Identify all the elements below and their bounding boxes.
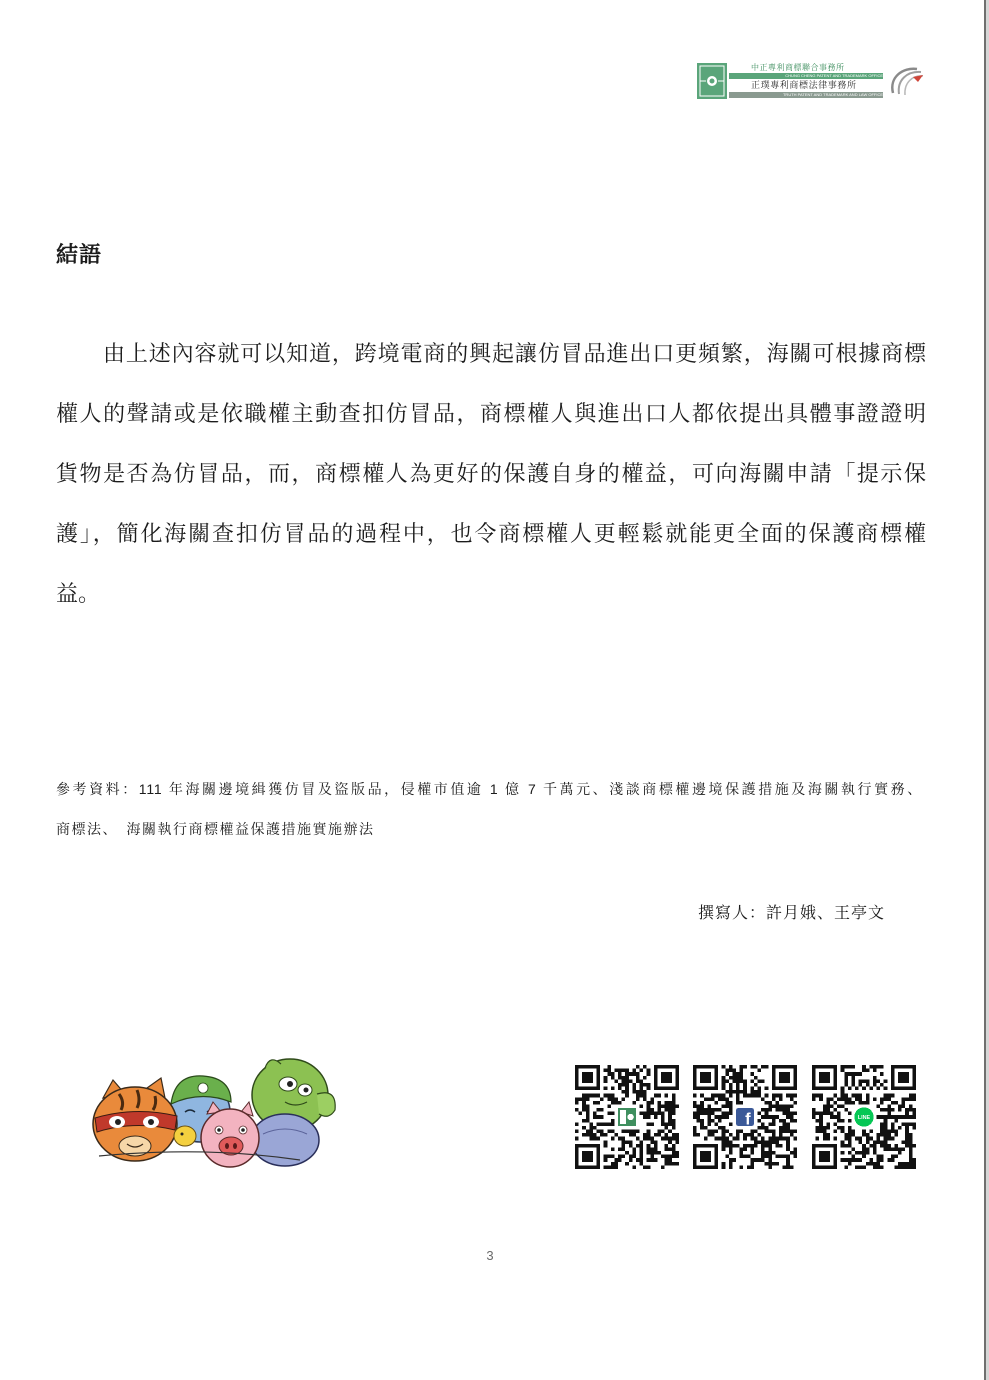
paragraph-line: 權人的聲請或是依職權主動查扣仿冒品，商標權人與進出口人都依提出具體事證證明 <box>56 401 926 426</box>
paragraph-line: 由上述內容就可以知道，跨境電商的興起讓仿冒品進出口更頻繁，海關可根據商標 <box>103 341 926 366</box>
reference-line: 參考資料：111 年海關邊境緝獲仿冒及盜版品，侵權市值逾 1 億 7 千萬元、淺談商標權邊境保護措施及海關執行實務、 <box>56 781 922 797</box>
references <box>56 769 922 849</box>
pig-mascot <box>201 1102 259 1167</box>
line-icon <box>853 1106 875 1128</box>
facebook-icon <box>734 1106 756 1128</box>
qr-code-line <box>812 1065 916 1169</box>
section-title: 結語 <box>56 242 103 267</box>
author-credit: 撰寫人：許月娥、王亭文 <box>698 905 886 922</box>
office-logo-icon <box>616 1106 638 1128</box>
paragraph-line: 益。 <box>56 581 101 606</box>
tiger-mascot <box>93 1078 177 1161</box>
page-number: 3 <box>486 1248 494 1263</box>
firm-name-1-en: CHUNG CHENG PATENT AND TRADEMARK OFFICE <box>729 73 883 79</box>
line-glyph: LINE <box>857 1115 871 1122</box>
firm-logo-text <box>729 63 883 99</box>
qr-code <box>693 1065 797 1169</box>
reference-line: 商標法、 海關執行商標權益保護措施實施辦法 <box>56 821 375 837</box>
qr-code <box>812 1065 916 1169</box>
firm-name-1: 中正專利商標聯合事務所 <box>751 63 845 72</box>
conclusion-paragraph <box>56 324 926 624</box>
qr-code-website <box>575 1065 679 1169</box>
mascot-illustration <box>85 1050 345 1170</box>
chick-mascot <box>174 1126 196 1146</box>
qr-code-facebook <box>693 1065 797 1169</box>
firm-name-2-en: TRUTH PATENT AND TRADEMARK AND LAW OFFICE <box>729 92 883 98</box>
facebook-glyph: f <box>745 1110 751 1129</box>
firm-logo <box>697 63 925 99</box>
firm-logo-mark-icon <box>697 63 727 99</box>
paragraph-line: 護」，簡化海關查扣仿冒品的過程中，也令商標權人更輕鬆就能更全面的保護商標權 <box>56 521 926 546</box>
firm-name-2: 正璞專利商標法律事務所 <box>751 80 857 90</box>
paragraph-line: 貨物是否為仿冒品，而，商標權人為更好的保護自身的權益，可向海關申請「提示保 <box>56 461 926 486</box>
qr-code <box>575 1065 679 1169</box>
swoosh-icon <box>885 63 925 99</box>
